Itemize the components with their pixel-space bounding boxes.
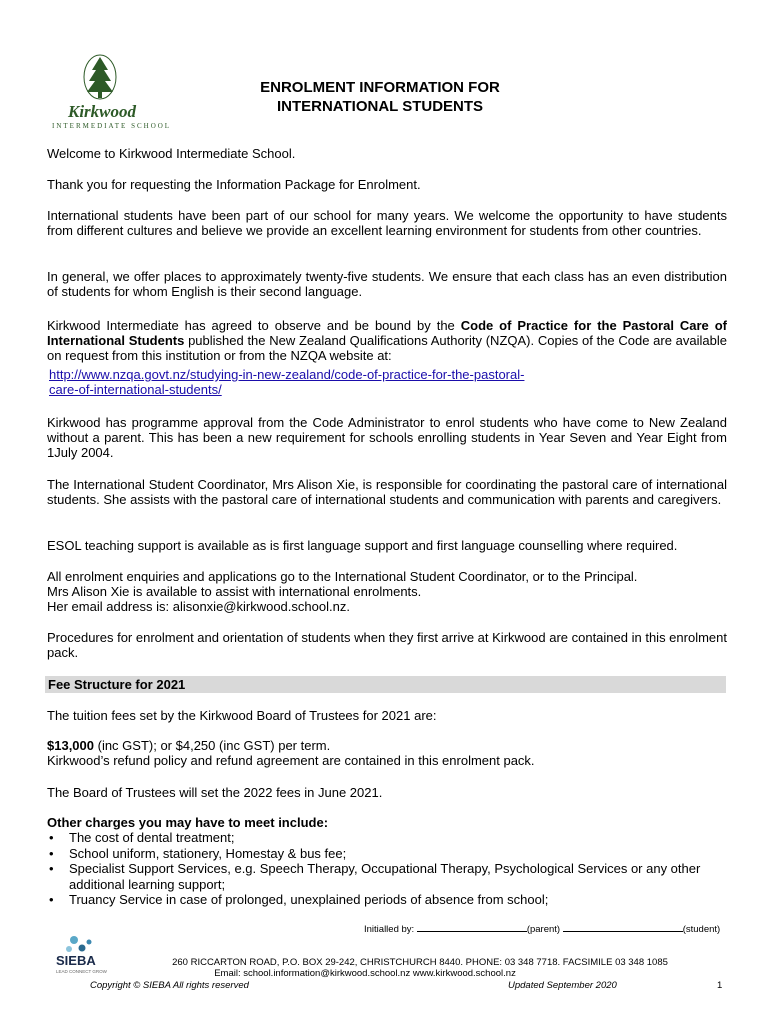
sieba-dots-icon — [62, 934, 102, 954]
tree-icon — [80, 52, 120, 102]
page-title-line1: ENROLMENT INFORMATION FOR — [260, 79, 500, 96]
footer-email: Email: school.information@kirkwood.school.nz www.kirkwood.school.nz — [214, 968, 516, 979]
thanks-paragraph: Thank you for requesting the Information Package for Enrolment. — [47, 177, 421, 192]
sieba-logo — [48, 934, 118, 976]
enquiries-line2: Mrs Alison Xie is available to assist with international enrolments. — [47, 584, 422, 599]
student-initial-field[interactable] — [563, 923, 683, 932]
code-title: Code of Practice for the Pastoral Care of International Students — [47, 318, 728, 348]
coordinator-paragraph: The International Student Coordinator, Mrs Alison Xie, is responsible for coordinating the pastoral care of international students. She assists with the pastoral care of international students and communication with parents and caregivers. — [47, 477, 727, 507]
list-item: • School uniform, stationery, Homestay & bus fee; — [47, 846, 727, 862]
initialled-label: Initialled by: — [364, 924, 415, 935]
esol-paragraph: ESOL teaching support is available as is first language support and first language counselling where required. — [47, 538, 678, 553]
history-paragraph: International students have been part of our school for many years. We welcome the opportunity to have students from different cultures and believe we provide an excellent learning environment for students from other countries. — [47, 208, 727, 238]
code-of-practice-paragraph — [47, 318, 727, 363]
fee-structure-heading-bar — [45, 676, 726, 693]
footer-address: 260 RICCARTON ROAD, P.O. BOX 29-242, CHRISTCHURCH 8440. PHONE: 03 348 7718. FACSIMILE 03 348 1085 — [172, 957, 668, 968]
sieba-wordmark: SIEBA — [56, 953, 96, 968]
parent-initial-field[interactable] — [417, 923, 527, 932]
sieba-tagline: LEAD CONNECT GROW — [56, 969, 107, 974]
page-number: 1 — [717, 980, 723, 991]
page-title-line2: INTERNATIONAL STUDENTS — [276, 98, 484, 115]
other-charges-heading: Other charges you may have to meet include: — [47, 815, 329, 830]
enquiries-line1: All enrolment enquiries and applications go to the International Student Coordinator, or to the Principal. — [47, 569, 638, 584]
enquiries-line3: Her email address is: alisonxie@kirkwood.school.nz. — [47, 599, 350, 614]
nzqa-link-line1[interactable]: http://www.nzqa.govt.nz/studying-in-new-zealand/code-of-practice-for-the-pastoral- — [49, 367, 525, 382]
list-item: • Truancy Service in case of prolonged, unexplained periods of absence from school; — [47, 892, 727, 908]
approval-paragraph: Kirkwood has programme approval from the Code Administrator to enrol students who have come to New Zealand without a parent. This has been a new requirement for schools enrolling students in Year Seven and Year Eight from 1July 2004. — [47, 415, 727, 460]
initialled-line — [364, 923, 720, 935]
fee-amount-block — [47, 738, 727, 768]
parent-label: (parent) — [526, 924, 561, 935]
footer-updated: Updated September 2020 — [508, 980, 617, 991]
logo-name: Kirkwood — [68, 102, 137, 121]
other-charges-list — [47, 830, 727, 908]
fee-amount-detail: (inc GST); or $4,250 (inc GST) per term. — [94, 738, 331, 753]
code-text-post: published the New Zealand Qualifications Authority (NZQA). Copies of the Code are available on request from this institution or from the NZQA website at: — [47, 333, 727, 363]
refund-policy: Kirkwood’s refund policy and refund agreement are contained in this enrolment pack. — [47, 753, 535, 768]
code-text-pre: Kirkwood Intermediate has agreed to observe and be bound by the — [47, 318, 461, 333]
welcome-paragraph: Welcome to Kirkwood Intermediate School. — [47, 146, 296, 161]
fee-intro: The tuition fees set by the Kirkwood Board of Trustees for 2021 are: — [47, 708, 437, 723]
enquiries-paragraph — [47, 569, 727, 614]
fee-amount: $13,000 — [47, 738, 94, 753]
logo-subtitle: INTERMEDIATE SCHOOL — [52, 122, 172, 130]
footer-copyright: Copyright © SIEBA All rights reserved — [90, 980, 249, 991]
procedures-paragraph: Procedures for enrolment and orientation of students when they first arrive at Kirkwood are contained in this enrolment pack. — [47, 630, 727, 660]
student-label: (student) — [682, 924, 721, 935]
fee-structure-heading: Fee Structure for 2021 — [48, 677, 186, 692]
list-item: • Specialist Support Services, e.g. Speech Therapy, Occupational Therapy, Psychological Services or any other additional learning support; — [47, 861, 727, 892]
list-item: • The cost of dental treatment; — [47, 830, 727, 846]
next-year-fees: The Board of Trustees will set the 2022 fees in June 2021. — [47, 785, 383, 800]
nzqa-link-block — [49, 367, 729, 397]
school-logo — [52, 52, 172, 130]
places-paragraph: In general, we offer places to approximately twenty-five students. We ensure that each class has an even distribution of students for whom English is their second language. — [47, 269, 727, 299]
nzqa-link-line2[interactable]: care-of-international-students/ — [49, 382, 222, 397]
